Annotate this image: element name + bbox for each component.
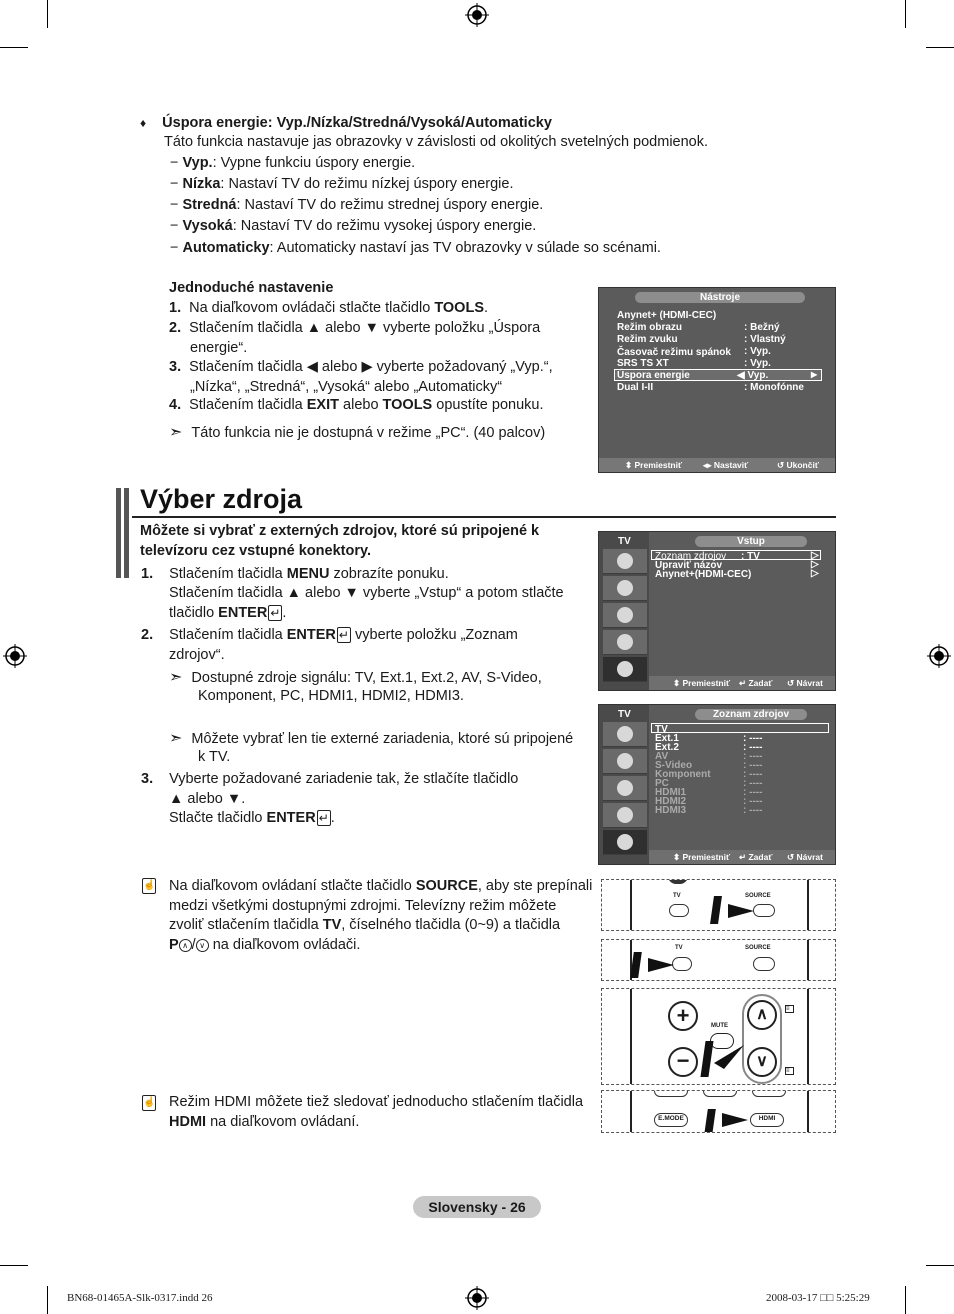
crop-mark	[47, 1286, 48, 1314]
adjust-hint: ◂▸ Nastaviť	[703, 460, 749, 470]
volume-down-button: −	[668, 1047, 698, 1077]
note-item-cont: k TV.	[198, 749, 231, 765]
pointer-arrow-icon	[728, 900, 758, 922]
note-item: ➣ Táto funkcia nie je dostupná v režime „PC“. (40 palcov)	[169, 424, 546, 441]
tip-text: Režim HDMI môžete tiež sledovať jednoducho stlačením tlačidla	[169, 1094, 584, 1110]
menu-title: Vstup	[695, 536, 807, 547]
pointer-bar	[700, 1041, 713, 1077]
picture-icon	[603, 549, 647, 574]
menu-row-label: Časovač režimu spánok	[617, 347, 731, 358]
registration-mark-icon	[927, 644, 951, 668]
menu-footer	[649, 850, 835, 864]
input-menu-screen	[598, 531, 836, 691]
tip-text: HDMI na diaľkovom ovládaní.	[169, 1114, 360, 1130]
crop-mark	[926, 1265, 954, 1266]
tv-button-label: TV	[675, 945, 683, 951]
input-icon	[603, 657, 647, 682]
menu-row-label: Režim obrazu	[617, 322, 683, 333]
step-item: 2. Stlačením tlačidla ENTER ↵ vyberte položku „Zoznam	[141, 627, 518, 643]
registration-mark-icon	[3, 644, 27, 668]
hand-note-icon: ☝	[142, 1095, 156, 1111]
channel-up-button: ∧	[747, 1000, 777, 1030]
input-icon	[603, 830, 647, 855]
enter-icon: ↵	[318, 811, 329, 825]
channel-down-icon: ∨	[196, 939, 209, 952]
menu-row-label: Ext.1	[655, 733, 679, 744]
step-item-cont: Stlačením tlačidla ▲ alebo ▼ vyberte „Vstup“ a potom stlačte	[169, 585, 564, 601]
tv-label: TV	[618, 709, 631, 720]
menu-row-value: ◀ Vyp.	[737, 370, 769, 381]
tv-label: TV	[618, 536, 631, 547]
menu-row-value: : ----	[743, 787, 763, 798]
hand-note-icon: ☝	[142, 878, 156, 894]
source-button-label: SOURCE	[745, 945, 771, 951]
menu-row-value: : Monofónne	[744, 382, 804, 393]
menu-row-label: Komponent	[655, 769, 711, 780]
menu-row-label: TV	[655, 724, 668, 735]
pointer-arrow-icon	[722, 1109, 752, 1131]
registration-mark-icon	[465, 3, 489, 27]
step-item: 3. Vyberte požadované zariadenie tak, že stlačíte tlačidlo	[141, 771, 519, 787]
channel-icon	[603, 776, 647, 801]
tip-text: Na diaľkovom ovládaní stlačte tlačidlo SOURCE, aby ste prepínali	[169, 878, 593, 894]
menu-row-label: Režim zvuku	[617, 334, 678, 345]
remote-illustration-tv	[601, 939, 836, 981]
enter-icon: ↵	[270, 606, 281, 620]
menu-row-label: Anynet+ (HDMI-CEC)	[617, 310, 717, 321]
menu-sidebar	[599, 532, 649, 690]
menu-footer	[599, 458, 835, 472]
option-item: − Automaticky: Automaticky nastaví jas TV obrazovky v súlade so scénami.	[170, 240, 661, 256]
step-item-cont: zdrojov“.	[169, 647, 225, 663]
title-underline	[132, 516, 836, 518]
energy-heading: Úspora energie: Vyp./Nízka/Stredná/Vysoká/Automaticky	[162, 115, 552, 131]
print-file-info: BN68-01465A-Slk-0317.indd 26	[67, 1292, 213, 1304]
menu-row-value: : Bežný	[744, 322, 780, 333]
crop-mark	[0, 1265, 28, 1266]
registration-mark-icon	[465, 1286, 489, 1310]
remote-illustration-source	[601, 879, 836, 931]
tv-button	[669, 904, 689, 917]
crop-mark	[926, 47, 954, 48]
picture-icon	[603, 722, 647, 747]
energy-description: Táto funkcia nastavuje jas obrazovky v závislosti od okolitých svetelných podmienok.	[164, 134, 709, 150]
input-indicator-icon: ≡	[785, 1067, 794, 1075]
menu-row-label: Upraviť názov	[655, 560, 723, 571]
enter-hint: ↵ Zadať	[739, 678, 773, 688]
menu-row-selected	[651, 723, 829, 733]
easy-setup-title: Jednoduché nastavenie	[169, 280, 334, 296]
pointer-arrow-icon	[714, 1041, 748, 1069]
channel-up-icon: ∧	[179, 939, 192, 952]
menu-row-value: : Vlastný	[744, 334, 786, 345]
tv-button-label: TV	[673, 893, 681, 899]
step-item-cont: tlačidlo ENTER ↵ .	[169, 605, 287, 621]
submenu-arrow-icon: ▷	[811, 568, 819, 579]
sound-icon	[603, 749, 647, 774]
menu-row-value: : TV	[741, 551, 760, 562]
menu-sidebar	[599, 705, 649, 864]
intro-text: televízoru cez vstupné konektory.	[140, 543, 371, 559]
step-item-cont: „Nízka“, „Stredná“, „Vysoká“ alebo „Automaticky“	[190, 379, 503, 395]
menu-row-value: : ----	[743, 742, 763, 753]
menu-row-label: HDMI3	[655, 805, 687, 816]
menu-row-label: S-Video	[655, 760, 693, 771]
input-indicator-icon: ≡	[785, 1005, 794, 1013]
volume-up-button: +	[668, 1001, 698, 1031]
mute-label: MUTE	[711, 1023, 728, 1029]
back-hint: ↺ Návrat	[787, 678, 823, 688]
menu-row-label: Zoznam zdrojov	[655, 551, 727, 562]
menu-row-value: : Vyp.	[744, 358, 771, 369]
menu-row-label: Ext.2	[655, 742, 679, 753]
crop-mark	[905, 0, 906, 28]
option-item: − Vyp.: Vypne funkciu úspory energie.	[170, 155, 416, 171]
right-arrow-icon: ▶	[811, 370, 818, 379]
menu-row-value: : ----	[743, 769, 763, 780]
remote-illustration-hdmi	[601, 1090, 836, 1133]
enter-hint: ↵ Zadať	[739, 852, 773, 862]
menu-row-label: PC	[655, 778, 669, 789]
bullet-icon: ♦	[140, 116, 147, 130]
print-date-info: 2008-03-17 □□ 5:25:29	[766, 1292, 870, 1304]
menu-row-label: HDMI1	[655, 787, 687, 798]
menu-row-label: AV	[655, 751, 669, 762]
step-item: 2. Stlačením tlačidla ▲ alebo ▼ vyberte položku „Úspora	[169, 320, 541, 336]
section-title: Výber zdroja	[140, 484, 303, 514]
pointer-bar	[704, 1109, 716, 1133]
note-arrow-icon: ➣	[169, 669, 183, 686]
step-item: 1. Stlačením tlačidla MENU zobrazíte ponuku.	[141, 566, 449, 582]
menu-row-label: Dual I-II	[617, 382, 654, 393]
menu-row-label: HDMI2	[655, 796, 687, 807]
enter-icon: ↵	[338, 628, 349, 642]
note-arrow-icon: ➣	[169, 424, 183, 441]
crop-mark	[47, 0, 48, 28]
menu-row-value: : ----	[743, 751, 763, 762]
menu-row-label: Úspora energie	[617, 370, 690, 381]
emode-button: E.MODE	[654, 1113, 688, 1127]
section-marker-bar	[124, 488, 129, 578]
option-item: − Stredná: Nastaví TV do režimu strednej úspory energie.	[170, 197, 544, 213]
step-item-cont: Stlačte tlačidlo ENTER ↵ .	[169, 810, 335, 826]
tip-text: zvoliť stlačením tlačidla TV, číselného tlačidla (0~9) a tlačidla	[169, 917, 561, 933]
tip-text: P ∧ / ∨ na diaľkovom ovládači.	[169, 937, 361, 953]
pointer-arrow-icon	[648, 954, 678, 976]
page-number-badge: Slovensky - 26	[413, 1196, 541, 1218]
step-item-cont: energie“.	[190, 340, 248, 356]
crop-mark	[905, 1286, 906, 1314]
section-marker-bar	[116, 488, 121, 578]
menu-title: Nástroje	[635, 292, 805, 303]
exit-hint: ↺ Ukončiť	[777, 460, 819, 470]
tools-menu-screen	[598, 287, 836, 473]
channel-icon	[603, 603, 647, 628]
note-item: ➣ Dostupné zdroje signálu: TV, Ext.1, Ext.2, AV, S-Video,	[169, 669, 542, 686]
menu-row-value: : ----	[743, 796, 763, 807]
menu-row-label: SRS TS XT	[617, 358, 669, 369]
menu-row-label: Anynet+(HDMI-CEC)	[655, 569, 752, 580]
menu-footer	[649, 676, 835, 690]
setup-icon	[603, 630, 647, 655]
source-button-label: SOURCE	[745, 893, 771, 899]
menu-row-value: : ----	[743, 805, 763, 816]
option-item: − Nízka: Nastaví TV do režimu nízkej úspory energie.	[170, 176, 514, 192]
step-item-cont: ▲ alebo ▼.	[169, 791, 246, 807]
hdmi-button: HDMI	[750, 1113, 784, 1127]
move-hint: ⬍ Premiestniť	[625, 460, 683, 470]
channel-down-button: ∨	[747, 1047, 777, 1077]
menu-row-value: : Vyp.	[744, 346, 771, 357]
tip-text: medzi všetkými dostupnými zdrojmi. Televízny režim môžete	[169, 898, 557, 914]
source-list-menu-screen	[598, 704, 836, 865]
back-hint: ↺ Návrat	[787, 852, 823, 862]
note-item: ➣ Môžete vybrať len tie externé zariadenia, ktoré sú pripojené	[169, 730, 574, 747]
remote-illustration-channel	[601, 988, 836, 1085]
menu-row-value: : ----	[743, 778, 763, 789]
option-item: − Vysoká: Nastaví TV do režimu vysokej úspory energie.	[170, 218, 537, 234]
step-item: 4. Stlačením tlačidla EXIT alebo TOOLS opustíte ponuku.	[169, 397, 544, 413]
note-item-cont: Komponent, PC, HDMI1, HDMI2, HDMI3.	[198, 688, 464, 704]
step-item: 3. Stlačením tlačidla ◀ alebo ▶ vyberte požadovaný „Vyp.“,	[169, 359, 553, 375]
step-item: 1. Na diaľkovom ovládači stlačte tlačidlo TOOLS.	[169, 300, 489, 316]
move-hint: ⬍ Premiestniť	[673, 852, 731, 862]
crop-mark	[0, 47, 28, 48]
menu-row-value: : ----	[743, 733, 763, 744]
move-hint: ⬍ Premiestniť	[673, 678, 731, 688]
intro-text: Môžete si vybrať z externých zdrojov, ktoré sú pripojené k	[140, 523, 540, 539]
setup-icon	[603, 803, 647, 828]
submenu-arrow-icon: ▷	[811, 550, 819, 561]
note-arrow-icon: ➣	[169, 730, 183, 747]
menu-title: Zoznam zdrojov	[695, 709, 807, 720]
source-button	[753, 957, 775, 971]
pointer-bar	[710, 896, 722, 924]
menu-row-value: : ----	[743, 760, 763, 771]
source-section-body	[140, 522, 600, 1142]
sound-icon	[603, 576, 647, 601]
submenu-arrow-icon: ▷	[811, 559, 819, 570]
